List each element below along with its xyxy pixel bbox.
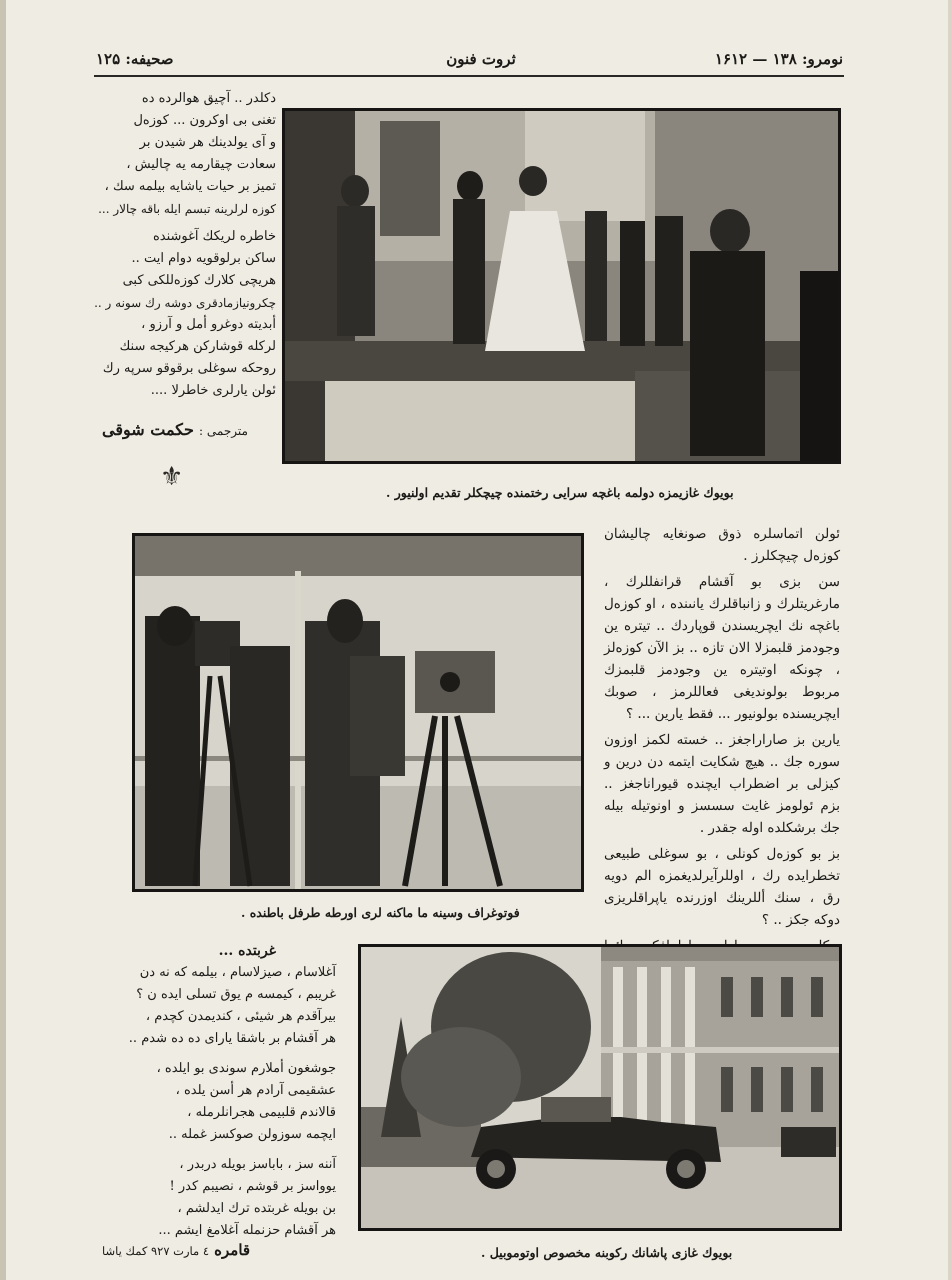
paragraph: ئولن اتماسلره ذوق صونغايه چاليشان كوزەل چيچكلرز . [604, 526, 840, 564]
column-line: روحكه سوغلى برقوقو سرپه رك [102, 361, 276, 376]
poem-line: هر آقشام بر باشقا ياراى ده ده شدم .. [128, 1031, 336, 1046]
column-line: هريچى كلارك كوزەللكى كبى [122, 273, 276, 288]
top-left-column [96, 88, 276, 402]
paragraph: بز بو كوزەل كونلى ، بو سوغلى طبيعى تخطرايده رك ، اوللرآيرلديغمزه الم دويه رق ، سنك أللرينك اوزرنده ياپراقلريزى دوكه جكز .. ؟ [604, 846, 840, 928]
paragraph: يارين بز صاراراجغز .. خسته لكمز اوزون سوره جك .. هيچ شكايت ايتمه دن درين و كيزلى بر اضطراب ايچنده قيوراناجغز .. بزم ئولومز غايت سسسز و اونوتيله بيله جك برشكلده اوله جقدر . [604, 732, 840, 836]
column-line: و آى يولدينك هر شيدن بر [139, 135, 276, 150]
poem-line: هر آقشام حزنمله آغلامغ ايشم ... [158, 1223, 336, 1238]
translator-name: حكمت شوقى [102, 420, 194, 439]
photo-palace-flowers [282, 108, 841, 464]
poem-line: قالاندم قلبيمى هجرانلرمله ، [187, 1105, 336, 1120]
poem-line: عشقيمى آرادم هر أسن يلده ، [175, 1083, 336, 1098]
column-line: خاطره لريكك آغوشنده [152, 229, 276, 244]
poem-line: بن بويله غربتده ترك ايدلشم ، [177, 1201, 336, 1216]
column-line: تميز بر حيات ياشايه بيلمه سك ، [104, 179, 276, 194]
column-line: تغنى بى اوكرون ... كوزەل [133, 113, 276, 128]
poem-footer [102, 1240, 250, 1259]
column-line: أبديته دوغرو أمل و آرزو ، [141, 317, 276, 332]
photo-caption-top: بويوك غازيمزه دولمه باغچه سرايى رختمنده چيچكلر تقديم اولنيور . [386, 485, 734, 500]
column-line: كوزه لرلرينه تبسم ايله باقه چالار ... [98, 202, 276, 216]
photo-palace-flowers-image [285, 111, 838, 461]
poem-line: ايچمه سوزولن صوكسز غمله .. [168, 1127, 336, 1142]
photo-gazi-automobile [358, 944, 842, 1231]
translator-credit [102, 420, 248, 439]
magazine-title: ثروت فنون [446, 50, 516, 68]
translator-label: مترجمى : [199, 424, 248, 438]
poem-line: آغلاسام ، صيزلاسام ، بيلمه كه نه دن [139, 965, 336, 980]
photo-gazi-automobile-image [361, 947, 839, 1228]
photo-cinema-cameras-image [135, 536, 581, 889]
column-line: سعادت چيقارمه يه چاليش ، [126, 157, 276, 172]
poem-line: بيرآقدم هر شيئى ، كنديمدن كچدم ، [145, 1009, 336, 1024]
poem-date: ٤ مارت ٩٢٧ كمك ياشا [102, 1244, 210, 1258]
poem-line: جوشغون أملارم سوندى بو ايلده ، [156, 1061, 336, 1076]
photo-caption-bottom: بويوك غازى پاشانك ركوبنه مخصوص اوتوموبيل . [481, 1245, 733, 1260]
page-number: صحيفه: ۱۲۵ [96, 50, 174, 68]
column-line: ئولن يارلرى خاطرلا .... [150, 383, 276, 398]
poem-gurbet [96, 940, 336, 1242]
column-line: لركله قوشاركن هركيجه سنك [119, 339, 276, 354]
column-line: ساكن برلوقويه دوام ايت .. [131, 251, 276, 266]
poem-line: غريبم ، كيمسه م يوق تسلى ايده ن ؟ [136, 987, 336, 1002]
poem-line: آننه سز ، باباسز بويله دربدر ، [179, 1157, 336, 1172]
poem-signature: قامره [214, 1241, 251, 1259]
column-line: چكرونيازمادقرى دوشه رك سونه ر .. [94, 296, 276, 310]
magazine-page [6, 0, 948, 1280]
poem-line: يوواسز بر قوشم ، نصيبم كدر ! [169, 1179, 336, 1194]
issue-number: نومرو: ۱۳۸ — ۱۶۱۲ [714, 50, 843, 68]
column-line: دكلدر .. آچيق هوالرده ده [141, 91, 276, 106]
poem-title: غربتده ... [218, 943, 276, 959]
header-rule [94, 75, 844, 77]
fleuron-ornament-icon: ⚜ [160, 462, 184, 492]
photo-cinema-cameras [132, 533, 584, 892]
paragraph: سن بزى بو آقشام قرانفللرك ، مارغريتلرك و زانباقلرك يانىنده ، او كوزەل باغچه نك ايچريسندن قوپاردك .. تيتره ين وجودمز قلبمزلا الان تازه .. بز الآن كوزەلز ، چونكه اوتيتره ين وجودمز قلبمزك مربوط بولونديغى فعاللرمز ، صوبك ايچريسنده بولونيور ... فقط يارين ... ؟ [604, 574, 840, 722]
photo-caption-middle: فوتوغراف وسينه ما ماكنه لرى اورطه طرفل باطنده . [241, 905, 520, 920]
